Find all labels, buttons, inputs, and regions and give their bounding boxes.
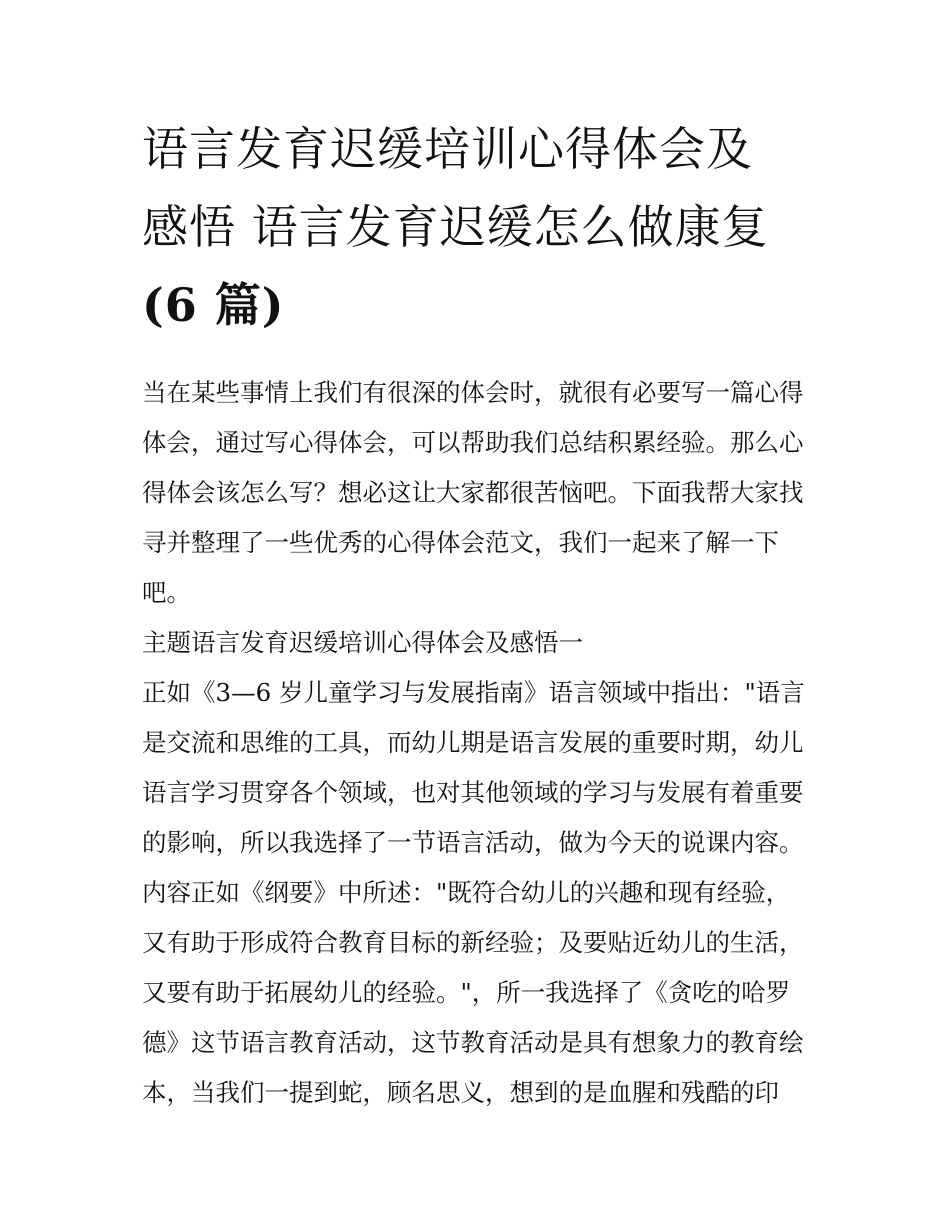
- section-heading-text: 主题语言发育迟缓培训心得体会及感悟一: [142, 628, 583, 657]
- body-line-3: 语言学习贯穿各个领域，也对其他领域的学习与发展有着重要: [142, 778, 804, 807]
- body-line-7: 又要有助于拓展幼儿的经验。"，所一我选择了《贪吃的哈罗: [142, 978, 791, 1007]
- section-heading: [142, 618, 822, 668]
- intro-line-3: 得体会该怎么写？想必这让大家都很苦恼吧。下面我帮大家找: [142, 478, 804, 507]
- body-paragraph: [142, 668, 822, 1118]
- body-line-1: 正如《3—6 岁儿童学习与发展指南》语言领域中指出："语言: [142, 678, 805, 707]
- intro-line-4: 寻并整理了一些优秀的心得体会范文，我们一起来了解一下: [142, 528, 779, 557]
- document-content: [142, 110, 822, 1118]
- body-line-8: 德》这节语言教育活动，这节教育活动是具有想象力的教育绘: [142, 1028, 804, 1057]
- body-line-4: 的影响，所以我选择了一节语言活动，做为今天的说课内容。: [142, 828, 804, 857]
- body-line-6: 又有助于形成符合教育目标的新经验；及要贴近幼儿的生活，: [142, 928, 804, 957]
- title-line-3: (6 篇): [142, 278, 285, 332]
- body-line-9: 本，当我们一提到蛇，顾名思义，想到的是血腥和残酷的印: [142, 1078, 779, 1107]
- body-line-5: 内容正如《纲要》中所述："既符合幼儿的兴趣和现有经验，: [142, 878, 791, 907]
- document-body: [142, 368, 822, 1118]
- intro-line-1: 当在某些事情上我们有很深的体会时，就很有必要写一篇心得: [142, 378, 804, 407]
- title-line-1: 语言发育迟缓培训心得体会及: [142, 122, 753, 176]
- body-line-2: 是交流和思维的工具，而幼儿期是语言发展的重要时期，幼儿: [142, 728, 804, 757]
- document-title: [142, 110, 822, 344]
- intro-line-5: 吧。: [142, 578, 191, 607]
- title-line-2: 感悟 语言发育迟缓怎么做康复: [142, 200, 769, 254]
- intro-line-2: 体会，通过写心得体会，可以帮助我们总结积累经验。那么心: [142, 428, 804, 457]
- intro-paragraph: [142, 368, 822, 618]
